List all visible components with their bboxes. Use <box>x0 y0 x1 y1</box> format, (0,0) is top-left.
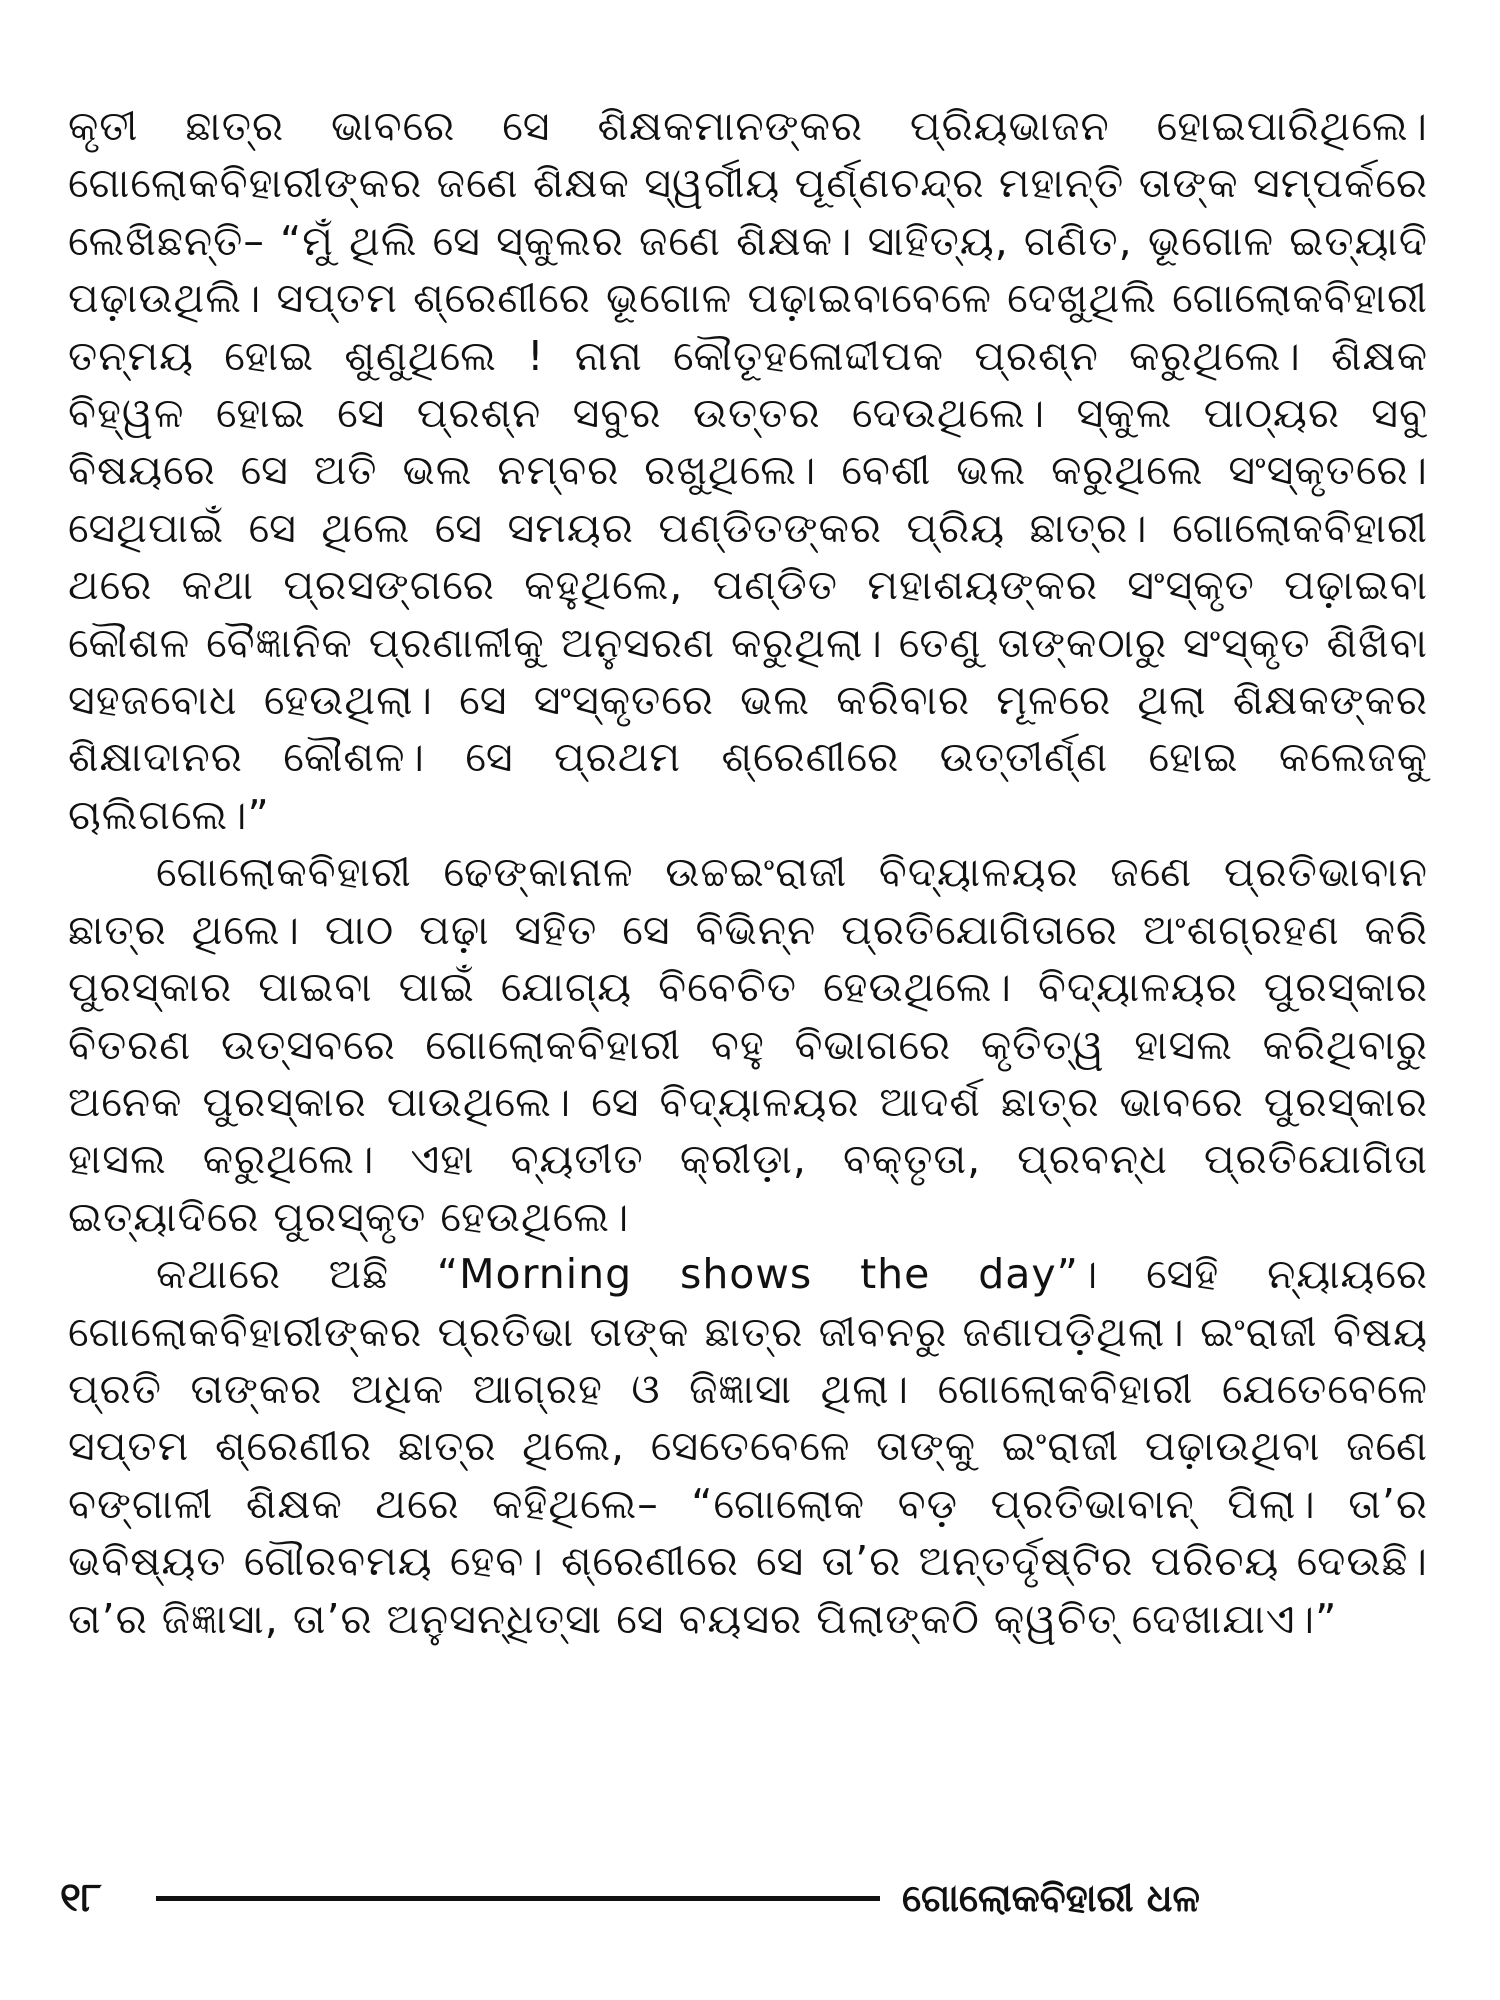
paragraph-school-achievements: ଗୋଲୋକବିହାରୀ ଢେଙ୍କାନାଳ ଉଚ୍ଚଇଂରାଜୀ ବିଦ୍ୟାଳୟର ଜଣେ ପ୍ରତିଭାବାନ ଛାତ୍ର ଥିଲେ। ପାଠ ପଢ଼ା ସହିତ ସେ ବିଭିନ୍ନ ପ୍ରତିଯୋଗିତାରେ ଅଂଶଗ୍ରହଣ କରି ପୁରସ୍କାର ପାଇବା ପାଇଁ ଯୋଗ୍ୟ ବିବେଚିତ ହେଉଥିଲେ। ବିଦ୍ୟାଳୟର ପୁରସ୍କାର ବିତରଣ ଉତ୍ସବରେ ଗୋଲୋକବିହାରୀ ବହୁ ବିଭାଗରେ କୃତିତ୍ୱ ହାସଲ କରିଥିବାରୁ ଅନେକ ପୁରସ୍କାର ପାଉଥିଲେ। ସେ ବିଦ୍ୟାଳୟର ଆଦର୍ଶ ଛାତ୍ର ଭାବରେ ପୁରସ୍କାର ହାସଲ କରୁଥିଲେ। ଏହା ବ୍ୟତୀତ କ୍ରୀଡ଼ା, ବକ୍ତୃତା, ପ୍ରବନ୍ଧ ପ୍ରତିଯୋଗିତା ଇତ୍ୟାଦିରେ ପୁରସ୍କୃତ ହେଉଥିଲେ। <box>68 848 1428 1241</box>
page-footer <box>60 1868 1460 1928</box>
page-body <box>68 98 1428 1648</box>
page-number: ୧୮ <box>60 1875 102 1921</box>
footer-divider-line <box>156 1896 880 1901</box>
paragraph-teacher-quote: କୃତୀ ଛାତ୍ର ଭାବରେ ସେ ଶିକ୍ଷକମାନଙ୍କର ପ୍ରିୟଭାଜନ ହୋଇପାରିଥିଲେ। ଗୋଲୋକବିହାରୀଙ୍କର ଜଣେ ଶିକ୍ଷକ ସ୍ୱର୍ଗୀୟ ପୂର୍ଣ୍ଣଚନ୍ଦ୍ର ମହାନ୍ତି ତାଙ୍କ ସମ୍ପର୍କରେ ଲେଖିଛନ୍ତି– “ମୁଁ ଥିଲି ସେ ସ୍କୁଲର ଜଣେ ଶିକ୍ଷକ। ସାହିତ୍ୟ, ଗଣିତ, ଭୂଗୋଳ ଇତ୍ୟାଦି ପଢ଼ାଉଥିଲି। ସପ୍ତମ ଶ୍ରେଣୀରେ ଭୂଗୋଳ ପଢ଼ାଇବାବେଳେ ଦେଖୁଥିଲି ଗୋଲୋକବିହାରୀ ତନ୍ମୟ ହୋଇ ଶୁଣୁଥିଲେ ! ନାନା କୌତୂହଳୋଦ୍ଦୀପକ ପ୍ରଶ୍ନ କରୁଥିଲେ। ଶିକ୍ଷକ ବିହ୍ୱଳ ହୋଇ ସେ ପ୍ରଶ୍ନ ସବୁର ଉତ୍ତର ଦେଉଥିଲେ। ସ୍କୁଲ ପାଠ୍ୟର ସବୁ ବିଷୟରେ ସେ ଅତି ଭଲ ନମ୍ବର ରଖୁଥିଲେ। ବେଶୀ ଭଲ କରୁଥିଲେ ସଂସ୍କୃତରେ। ସେଥିପାଇଁ ସେ ଥିଲେ ସେ ସମୟର ପଣ୍ଡିତଙ୍କର ପ୍ରିୟ ଛାତ୍ର। ଗୋଲୋକବିହାରୀ ଥରେ କଥା ପ୍ରସଙ୍ଗରେ କହୁଥିଲେ, ପଣ୍ଡିତ ମହାଶୟଙ୍କର ସଂସ୍କୃତ ପଢ଼ାଇବା କୌଶଳ ବୈଜ୍ଞାନିକ ପ୍ରଣାଳୀକୁ ଅନୁସରଣ କରୁଥିଲା। ତେଣୁ ତାଙ୍କଠାରୁ ସଂସ୍କୃତ ଶିଖିବା ସହଜବୋଧ ହେଉଥିଲା। ସେ ସଂସ୍କୃତରେ ଭଲ କରିବାର ମୂଳରେ ଥିଲା ଶିକ୍ଷକଙ୍କର ଶିକ୍ଷାଦାନର କୌଶଳ। ସେ ପ୍ରଥମ ଶ୍ରେଣୀରେ ଉତ୍ତୀର୍ଣ୍ଣ ହୋଇ କଲେଜକୁ ଚାଲିଗଲେ।” <box>68 102 1428 839</box>
paragraph-morning-shows-the-day: କଥାରେ ଅଛି “Morning shows the day”। ସେହି ନ୍ୟାୟରେ ଗୋଲୋକବିହାରୀଙ୍କର ପ୍ରତିଭା ତାଙ୍କ ଛାତ୍ର ଜୀବନରୁ ଜଣାପଡ଼ିଥିଲା। ଇଂରାଜୀ ବିଷୟ ପ୍ରତି ତାଙ୍କର ଅଧିକ ଆଗ୍ରହ ଓ ଜିଜ୍ଞାସା ଥିଲା। ଗୋଲୋକବିହାରୀ ଯେତେବେଳେ ସପ୍ତମ ଶ୍ରେଣୀର ଛାତ୍ର ଥିଲେ, ସେତେବେଳେ ତାଙ୍କୁ ଇଂରାଜୀ ପଢ଼ାଉଥିବା ଜଣେ ବଙ୍ଗାଳୀ ଶିକ୍ଷକ ଥରେ କହିଥିଲେ– “ଗୋଲୋକ ବଡ଼ ପ୍ରତିଭାବାନ୍ ପିଲା। ତା’ର ଭବିଷ୍ୟତ ଗୌରବମୟ ହେବ। ଶ୍ରେଣୀରେ ସେ ତା’ର ଅନ୍ତର୍ଦୃଷ୍ଟିର ପରିଚୟ ଦେଉଛି। ତା’ର ଜିଜ୍ଞାସା, ତା’ର ଅନୁସନ୍ଧିତ୍ସା ସେ ବୟସର ପିଲାଙ୍କଠି କ୍ୱଚିତ୍ ଦେଖାଯାଏ।” <box>68 1250 1428 1643</box>
running-title: ଗୋଲୋକବିହାରୀ ଧଳ <box>902 1876 1200 1920</box>
